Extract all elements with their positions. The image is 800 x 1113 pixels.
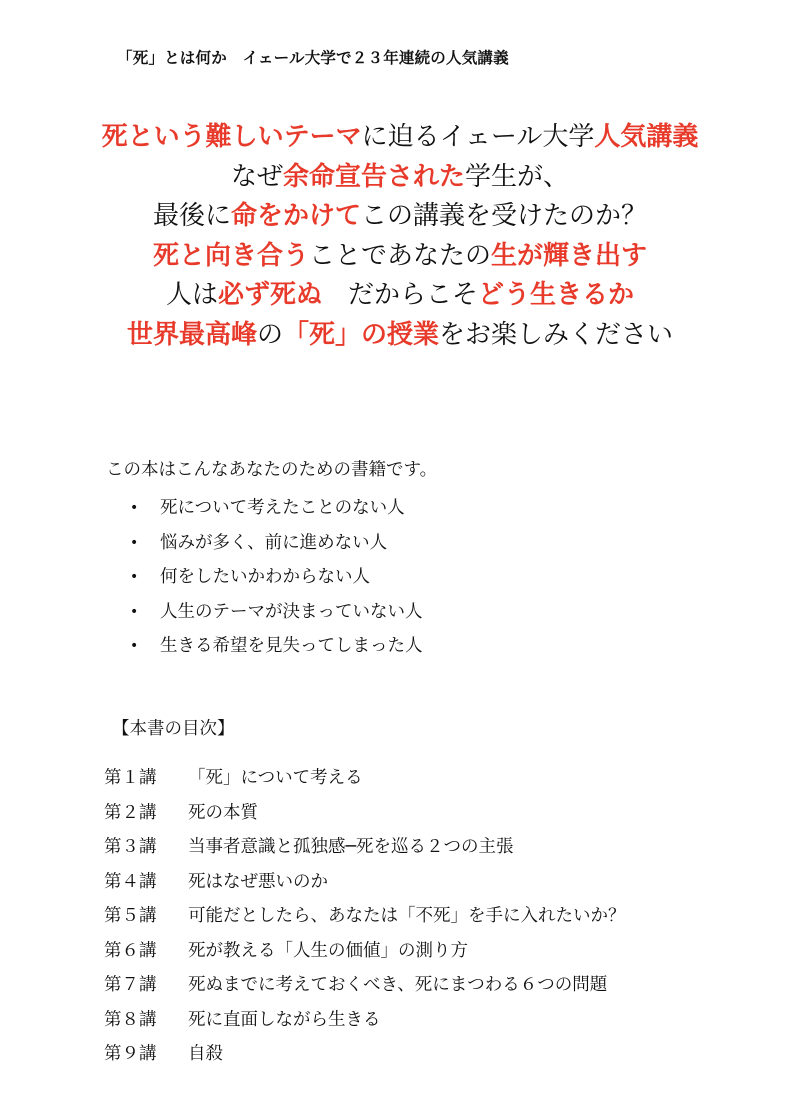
toc-entry	[104, 899, 626, 934]
chapter-title: 死に直面しながら生きる	[188, 1009, 381, 1030]
toc-entry	[104, 865, 626, 900]
list-item	[106, 595, 437, 630]
list-item	[106, 526, 437, 561]
hero-phrase: 学生が、	[465, 161, 570, 192]
hero-phrase: 死という難しいテーマ	[101, 122, 362, 152]
toc-entry	[104, 796, 626, 831]
chapter-title: 死が教える「人生の価値」の測り方	[188, 940, 468, 961]
hero-line	[0, 316, 800, 356]
bullet-icon: •	[130, 638, 139, 654]
bullet-icon: •	[130, 603, 139, 620]
chapter-number: 第４講	[104, 871, 157, 892]
hero-phrase: 命をかけて	[230, 201, 361, 231]
chapter-number: 第２講	[104, 802, 157, 823]
chapter-title: 「死」について考える	[188, 768, 363, 788]
toc-entry	[104, 968, 626, 1003]
chapter-number: 第９講	[104, 1044, 157, 1064]
hero-line	[0, 237, 800, 277]
bullet-icon: •	[130, 569, 139, 585]
hero-line	[0, 158, 800, 198]
bullet-icon: •	[130, 534, 139, 551]
chapter-title: 可能だとしたら、あなたは「不死」を手に入れたいか？	[188, 906, 626, 926]
toc-entry	[104, 1003, 626, 1038]
hero-phrase: ことであなたの	[308, 240, 491, 271]
chapter-title: 当事者意識と孤独感─死を巡る２つの主張	[188, 837, 514, 857]
list-item	[106, 629, 437, 664]
chapter-number: 第７講	[104, 975, 157, 995]
chapter-number: 第１講	[104, 768, 157, 788]
list-item-text: 生きる希望を見失ってしまった人	[160, 636, 423, 656]
page-title: 「死」とは何か イェール大学で２３年連続の人気講義	[117, 49, 509, 67]
hero-phrase: なぜ	[230, 161, 283, 192]
hero-phrase: 生が輝き出す	[491, 240, 648, 271]
hero-phrase: 最後に	[152, 201, 231, 231]
hero-phrase: 世界最高峰	[126, 319, 257, 350]
chapter-title: 自殺	[188, 1044, 223, 1064]
hero-section	[0, 118, 800, 355]
chapter-title: 死はなぜ悪いのか	[188, 871, 328, 892]
list-item-text: 何をしたいかわからない人	[160, 567, 370, 587]
toc-entry	[104, 761, 626, 796]
hero-phrase: だからこそ	[322, 280, 479, 310]
hero-line	[0, 118, 800, 158]
toc-heading: 【本書の目次】	[112, 719, 235, 739]
table-of-contents	[104, 714, 626, 1072]
chapter-title: 死ぬまでに考えておくべき、死にまつわる６つの問題	[188, 975, 608, 995]
list-item-text: 死について考えたことのない人	[160, 498, 405, 518]
hero-phrase: この講義を受けたのか？	[361, 201, 648, 231]
bullet-icon: •	[130, 500, 139, 516]
toc-entry	[104, 830, 626, 865]
chapter-number: 第３講	[104, 837, 157, 857]
chapter-number: 第６講	[104, 940, 157, 961]
toc-list	[104, 761, 626, 1072]
list-item-text: 人生のテーマが決まっていない人	[160, 601, 423, 622]
chapter-title: 死の本質	[188, 802, 258, 823]
toc-entry	[104, 1037, 626, 1072]
target-audience-section	[106, 457, 437, 664]
list-item	[106, 560, 437, 595]
hero-phrase: をお楽しみください	[439, 319, 674, 350]
hero-phrase: 死と向き合う	[152, 240, 309, 271]
audience-intro: この本はこんなあなたのための書籍です。	[106, 460, 438, 480]
audience-list	[106, 491, 437, 664]
toc-entry	[104, 934, 626, 969]
list-item	[106, 491, 437, 526]
hero-phrase: 必ず死ぬ	[217, 280, 322, 310]
hero-phrase: 余命宣告された	[282, 161, 465, 192]
hero-phrase: どう生きるか	[478, 280, 635, 310]
hero-line	[0, 276, 800, 316]
chapter-number: 第８講	[104, 1009, 157, 1030]
hero-phrase: 人は	[165, 280, 218, 310]
chapter-number: 第５講	[104, 906, 157, 926]
hero-phrase: 「死」の授業	[283, 319, 440, 350]
hero-line	[0, 197, 800, 237]
hero-phrase: 人気講義	[594, 122, 699, 152]
list-item-text: 悩みが多く、前に進めない人	[160, 532, 388, 553]
hero-phrase: の	[256, 319, 283, 350]
hero-phrase: に迫るイェール大学	[361, 122, 595, 152]
